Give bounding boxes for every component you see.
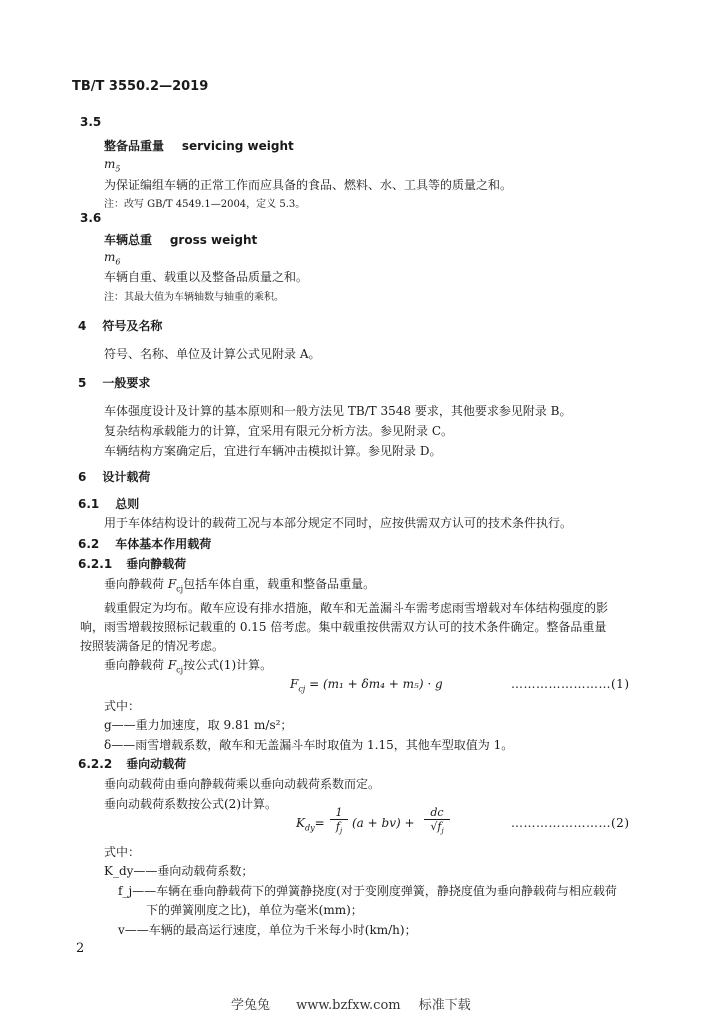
section-number: 4 bbox=[78, 319, 87, 333]
section-6-2-2-para-1: 垂向动载荷由垂向静载荷乘以垂向动载荷系数而定。 bbox=[104, 777, 381, 791]
symbol-m5 bbox=[104, 157, 120, 173]
section-number: 6.2 bbox=[78, 537, 100, 551]
symbol: m bbox=[104, 157, 116, 171]
term-title: 车辆总重 bbox=[104, 233, 153, 247]
section-5-para-2: 复杂结构承载能力的计算，宜采用有限元分析方法。参见附录 C。 bbox=[104, 424, 453, 438]
frac-2-den bbox=[424, 820, 450, 835]
where-item-g: g——重力加速度，取 9.81 m/s²； bbox=[104, 718, 293, 732]
note-3-6: 注：其最大值为车辆轴数与轴重的乘积。 bbox=[104, 292, 284, 303]
text: 包括车体自重，载重和整备品重量。 bbox=[183, 577, 376, 591]
section-number: 5 bbox=[78, 376, 87, 390]
section-number: 6.2.1 bbox=[78, 557, 113, 571]
equation-number-1: ……………………(1) bbox=[511, 677, 630, 691]
frac-1 bbox=[330, 806, 348, 835]
footer-watermark bbox=[231, 994, 471, 1013]
text: 垂向静载荷 bbox=[104, 577, 168, 591]
symbol: m bbox=[104, 250, 116, 264]
section-title: 垂向动载荷 bbox=[126, 757, 187, 771]
section-6-1-para: 用于车体结构设计的载荷工况与本部分规定不同时，应按供需双方认可的技术条件执行。 bbox=[104, 516, 573, 530]
den-sub: j bbox=[441, 827, 444, 836]
frac-2 bbox=[424, 806, 450, 835]
term-3-5 bbox=[104, 137, 294, 154]
formula-2-lhs: $K_{dy}=$ bbox=[296, 816, 325, 833]
formula-rhs: = (m₁ + δm₄ + m₅) · g bbox=[309, 677, 443, 691]
frac-1-den bbox=[330, 820, 348, 835]
where-item-v: v——车辆的最高运行速度，单位为千米每小时(km/h)； bbox=[118, 923, 417, 937]
where-item-fj-a: f_j——车辆在垂向静载荷下的弹簧静挠度(对于变刚度弹簧，静挠度值为垂向静载荷与相应载荷 bbox=[118, 884, 617, 898]
section-5-heading bbox=[78, 374, 150, 391]
section-title: 符号及名称 bbox=[102, 319, 163, 333]
note-3-5: 注：改写 GB/T 4549.1—2004，定义 5.3。 bbox=[104, 199, 306, 210]
section-number: 6.2.2 bbox=[78, 757, 113, 771]
definition-3-6: 车辆自重、载重以及整备品质量之和。 bbox=[104, 270, 309, 284]
lhs-sub: dy bbox=[304, 823, 315, 833]
where-item-delta: δ——雨雪增载系数，敞车和无盖漏斗车时取值为 1.15，其他车型取值为 1。 bbox=[104, 738, 514, 752]
where-item-kdy: K_dy——垂向动载荷系数； bbox=[104, 864, 254, 878]
symbol-m6 bbox=[104, 250, 120, 266]
section-6-2-1-heading bbox=[78, 555, 186, 572]
section-6-2-2-para-2: 垂向动载荷系数按公式(2)计算。 bbox=[104, 797, 277, 811]
section-6-heading bbox=[78, 468, 150, 485]
section-number: 6.1 bbox=[78, 497, 100, 511]
term-title-en: servicing weight bbox=[181, 139, 294, 153]
text: 按公式(1)计算。 bbox=[183, 658, 273, 672]
section-6-2-1-para-2c: 按照装满备足的情况考虑。 bbox=[80, 639, 225, 653]
definition-3-5: 为保证编组车辆的正常工作而应具备的食品、燃料、水、工具等的质量之和。 bbox=[104, 178, 513, 192]
symbol-sub: 6 bbox=[115, 257, 121, 267]
section-6-2-1-para-2a: 载重假定为均布。敞车应设有排水措施，敞车和无盖漏斗车需考虑雨雪增载对车体结构强度的影 bbox=[104, 601, 609, 615]
where-label-2: 式中： bbox=[104, 845, 141, 859]
term-title: 整备品重量 bbox=[104, 139, 165, 153]
section-6-2-1-para-3 bbox=[104, 656, 272, 674]
page-number: 2 bbox=[76, 941, 85, 956]
section-title: 设计载荷 bbox=[102, 470, 151, 484]
section-number: 6 bbox=[78, 470, 87, 484]
frac-1-num: 1 bbox=[330, 806, 348, 820]
footer-url[interactable]: www.bzfxw.com bbox=[296, 998, 401, 1013]
doc-id-header: TB/T 3550.2—2019 bbox=[72, 79, 209, 94]
section-4-heading bbox=[78, 317, 162, 334]
section-4-para: 符号、名称、单位及计算公式见附录 A。 bbox=[104, 347, 321, 361]
section-6-2-1-para-1 bbox=[104, 575, 375, 593]
formula-1 bbox=[290, 677, 443, 693]
equation-number-2: ……………………(2) bbox=[511, 816, 630, 830]
section-title: 总则 bbox=[115, 497, 140, 511]
formula-2-mid: (a + bv) + bbox=[352, 816, 415, 830]
section-title: 车体基本作用载荷 bbox=[115, 537, 212, 551]
section-5-para-3: 车辆结构方案确定后，宜进行车辆冲击模拟计算。参见附录 D。 bbox=[104, 444, 442, 458]
formula-lhs-sub: cj bbox=[298, 684, 306, 694]
footer-label: 标准下载 bbox=[418, 998, 471, 1013]
section-number-3-5: 3.5 bbox=[80, 115, 102, 129]
section-6-1-heading bbox=[78, 495, 139, 512]
section-6-2-1-para-2b: 响，雨雪增载按照标记载重的 0.15 倍考虑。集中载重按供需双方认可的技术条件确定。整备品重量 bbox=[80, 620, 607, 634]
lhs: K bbox=[296, 816, 305, 830]
frac-2-num: dc bbox=[424, 806, 450, 820]
eq-num: (1) bbox=[611, 677, 630, 691]
text: 垂向静载荷 bbox=[104, 658, 168, 672]
where-item-fj-b: 下的弹簧刚度之比)，单位为毫米(mm)； bbox=[146, 903, 363, 917]
den-sub: j bbox=[339, 827, 343, 836]
den: f bbox=[335, 820, 340, 833]
term-title-en: gross weight bbox=[169, 233, 258, 247]
section-title: 一般要求 bbox=[102, 376, 151, 390]
symbol-sub: cj bbox=[176, 584, 184, 594]
symbol-sub: 5 bbox=[115, 164, 121, 174]
section-6-2-2-heading bbox=[78, 755, 186, 772]
den: √f bbox=[430, 820, 442, 833]
section-number-3-6: 3.6 bbox=[80, 211, 102, 225]
formula-lhs: F bbox=[290, 677, 299, 691]
where-label-1: 式中： bbox=[104, 699, 141, 713]
section-title: 垂向静载荷 bbox=[126, 557, 187, 571]
footer-site: 学兔兔 bbox=[231, 998, 271, 1013]
symbol-sub: cj bbox=[176, 665, 184, 675]
section-6-2-heading bbox=[78, 535, 211, 552]
term-3-6 bbox=[104, 231, 257, 248]
symbol: F bbox=[167, 577, 177, 591]
section-5-para-1: 车体强度设计及计算的基本原则和一般方法见 TB/T 3548 要求，其他要求参见附录 B。 bbox=[104, 404, 572, 418]
symbol: F bbox=[167, 658, 177, 672]
eq-num: (2) bbox=[611, 816, 630, 830]
